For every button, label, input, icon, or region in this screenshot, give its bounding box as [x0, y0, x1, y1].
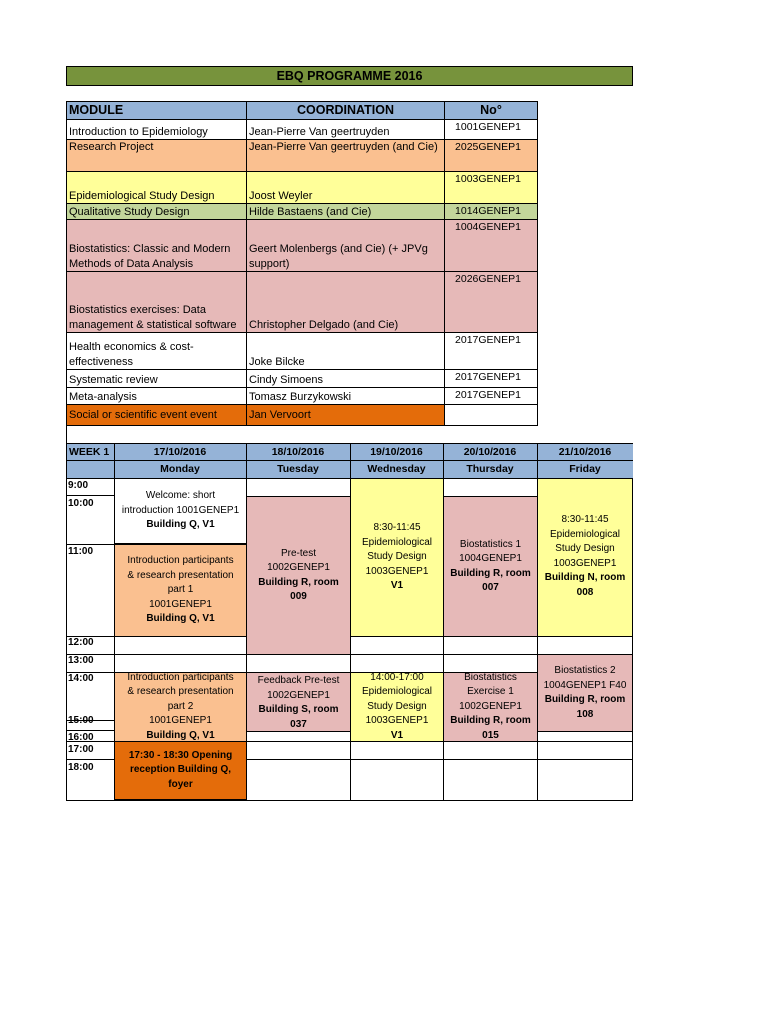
event-text: reception Building Q, — [129, 764, 232, 776]
day-date: 21/10/2016 — [558, 446, 612, 458]
event-text: Study Design — [555, 543, 615, 554]
event-text: Study Design — [367, 700, 427, 712]
module-row — [67, 272, 538, 333]
module-coordinator: Tomasz Burzykowski — [247, 388, 445, 405]
event-text: part 2 — [167, 700, 194, 712]
week-schedule — [66, 443, 633, 801]
event-epi-study-design-friday — [537, 478, 633, 637]
event-text: Biostatistics 2 — [554, 665, 616, 676]
event-location: 008 — [576, 586, 594, 598]
event-text: Exercise 1 — [467, 686, 514, 698]
event-location: 015 — [482, 729, 499, 741]
time-label: 18:00 — [68, 762, 94, 773]
event-text: Study Design — [367, 551, 427, 563]
event-biostatistics-exercise-1 — [443, 672, 538, 742]
event-code: introduction 1001GENEP1 — [121, 504, 240, 516]
module-name: Systematic review — [67, 370, 247, 388]
event-epi-study-design-pm — [350, 672, 444, 742]
module-coordinator: Christopher Delgado (and Cie) — [247, 272, 445, 333]
day-name: Wednesday — [367, 463, 426, 475]
event-location: V1 — [390, 729, 404, 741]
module-name: Epidemiological Study Design — [67, 172, 247, 204]
event-location: 007 — [482, 582, 499, 593]
event-location: Building Q, V1 — [146, 613, 215, 625]
grid-line — [67, 730, 114, 731]
event-text: Feedback Pre-test — [257, 675, 340, 686]
time-label: 16:00 — [68, 732, 94, 743]
day-name: Friday — [569, 463, 601, 475]
event-text: foyer — [168, 778, 193, 790]
event-biostatistics-1 — [443, 496, 538, 637]
event-location: Building R, room — [450, 567, 531, 579]
module-name: Research Project — [67, 140, 247, 172]
module-row — [67, 333, 538, 370]
event-location: Building S, room 037 — [258, 704, 339, 730]
module-row — [67, 388, 538, 405]
module-code: 2017GENEP1 — [445, 388, 538, 405]
event-biostatistics-2 — [537, 654, 633, 732]
module-code: 1003GENEP1 — [445, 172, 538, 204]
event-text: & research presentation — [127, 569, 234, 581]
module-name: Biostatistics: Classic and Modern Methods of Data Analysis — [67, 220, 247, 272]
event-location: Building Q, V1 — [146, 519, 215, 531]
event-welcome — [114, 478, 247, 544]
event-text: part 1 — [167, 584, 194, 596]
event-location: Building R, room — [544, 694, 626, 705]
day-name: Thursday — [466, 463, 514, 475]
event-text: 17:30 - 18:30 Opening — [128, 749, 233, 761]
module-code: 2025GENEP1 — [445, 140, 538, 172]
time-label: 14:00 — [68, 673, 94, 684]
module-coordinator: Jan Vervoort — [247, 405, 445, 426]
grid-line — [67, 544, 114, 545]
event-location: V1 — [390, 580, 404, 592]
module-row — [67, 120, 538, 140]
time-label: 13:00 — [68, 655, 94, 666]
modules-table — [66, 101, 538, 426]
module-coordinator: Jean-Pierre Van geertruyden (and Cie) — [247, 140, 445, 172]
event-text: Biostatistics 1 — [459, 538, 522, 550]
module-row — [67, 140, 538, 172]
module-name: Health economics & cost-effectiveness — [67, 333, 247, 370]
time-label: 11:00 — [68, 546, 94, 557]
event-location: 009 — [290, 591, 307, 602]
module-row — [67, 172, 538, 204]
event-location: Building N, room — [544, 572, 626, 583]
event-code: 1001GENEP1 — [149, 715, 212, 727]
day-date: 18/10/2016 — [271, 446, 325, 458]
table-divider — [66, 426, 67, 443]
event-code: 1002GENEP1 — [267, 689, 330, 701]
module-coordinator: Cindy Simoens — [247, 370, 445, 388]
module-code: 2017GENEP1 — [445, 333, 538, 370]
event-code: 1002GENEP1 — [459, 700, 522, 712]
day-name: Tuesday — [277, 463, 319, 475]
module-code: 2026GENEP1 — [445, 272, 538, 333]
event-feedback-pretest — [246, 672, 351, 732]
event-text: & research presentation — [127, 686, 234, 698]
event-code: 1003GENEP1 — [553, 557, 617, 569]
week-label: WEEK 1 — [69, 446, 110, 458]
event-intro-part1 — [114, 544, 247, 637]
module-coordinator: Jean-Pierre Van geertruyden — [247, 120, 445, 140]
day-date: 17/10/2016 — [153, 446, 207, 458]
module-name: Introduction to Epidemiology — [67, 120, 247, 140]
module-name: Meta-analysis — [67, 388, 247, 405]
event-code: 1002GENEP1 — [267, 562, 330, 573]
event-text: Welcome: short — [145, 490, 216, 502]
event-text: Epidemiological — [549, 528, 621, 540]
module-coordinator: Joost Weyler — [247, 172, 445, 204]
event-pretest — [246, 496, 351, 655]
event-code: 1001GENEP1 — [149, 598, 212, 610]
time-label: 17:00 — [68, 744, 94, 755]
module-coordinator: Hilde Bastaens (and Cie) — [247, 204, 445, 220]
number-header: No° — [445, 102, 538, 120]
day-date: 19/10/2016 — [370, 446, 423, 458]
time-label: 10:00 — [68, 498, 94, 509]
module-row — [67, 405, 538, 426]
event-code: 1003GENEP1 — [365, 715, 429, 727]
time-label: 9:00 — [68, 480, 89, 491]
day-name: Monday — [160, 463, 200, 475]
event-text: Epidemiological — [361, 686, 433, 698]
module-name: Biostatistics exercises: Data management & statistical software — [67, 272, 247, 333]
event-text: Biostatistics — [464, 671, 517, 683]
event-epi-study-design-am — [350, 478, 444, 637]
module-row — [67, 204, 538, 220]
module-header: MODULE — [67, 102, 247, 120]
event-text: Introduction participants — [127, 671, 234, 683]
event-code: 1004GENEP1 — [459, 553, 522, 564]
programme-title: EBQ PROGRAMME 2016 — [66, 66, 633, 86]
event-location: Building R, room — [450, 715, 531, 727]
event-code: 1004GENEP1 F40 — [543, 679, 627, 691]
module-code: 1001GENEP1 — [445, 120, 538, 140]
event-text: Introduction participants — [127, 555, 234, 567]
event-location: Building R, room — [258, 576, 339, 588]
module-code: 2017GENEP1 — [445, 370, 538, 388]
module-row — [67, 220, 538, 272]
event-time: 14:00-17:00 — [370, 671, 424, 683]
module-code: 1004GENEP1 — [445, 220, 538, 272]
event-opening-reception — [114, 741, 247, 800]
day-date: 20/10/2016 — [463, 446, 517, 458]
event-time: 8:30-11:45 — [373, 522, 421, 534]
event-location: Building Q, V1 — [146, 729, 215, 741]
module-coordinator: Joke Bilcke — [247, 333, 445, 370]
grid-line — [67, 720, 114, 721]
event-code: 1003GENEP1 — [365, 565, 429, 577]
module-code — [445, 405, 538, 426]
coordination-header: COORDINATION — [247, 102, 445, 120]
module-row — [67, 370, 538, 388]
grid-line — [67, 495, 114, 496]
event-text: Pre-test — [280, 547, 316, 559]
time-label: 12:00 — [68, 637, 94, 648]
event-intro-part2 — [114, 672, 247, 742]
module-name: Social or scientific event event — [67, 405, 247, 426]
module-name: Qualitative Study Design — [67, 204, 247, 220]
module-coordinator: Geert Molenbergs (and Cie) (+ JPVg support) — [247, 220, 445, 272]
event-text: Epidemiological — [361, 536, 433, 548]
event-time: 8:30-11:45 — [561, 514, 609, 525]
modules-header-row — [67, 102, 538, 120]
module-code: 1014GENEP1 — [445, 204, 538, 220]
event-location: 108 — [576, 708, 594, 720]
